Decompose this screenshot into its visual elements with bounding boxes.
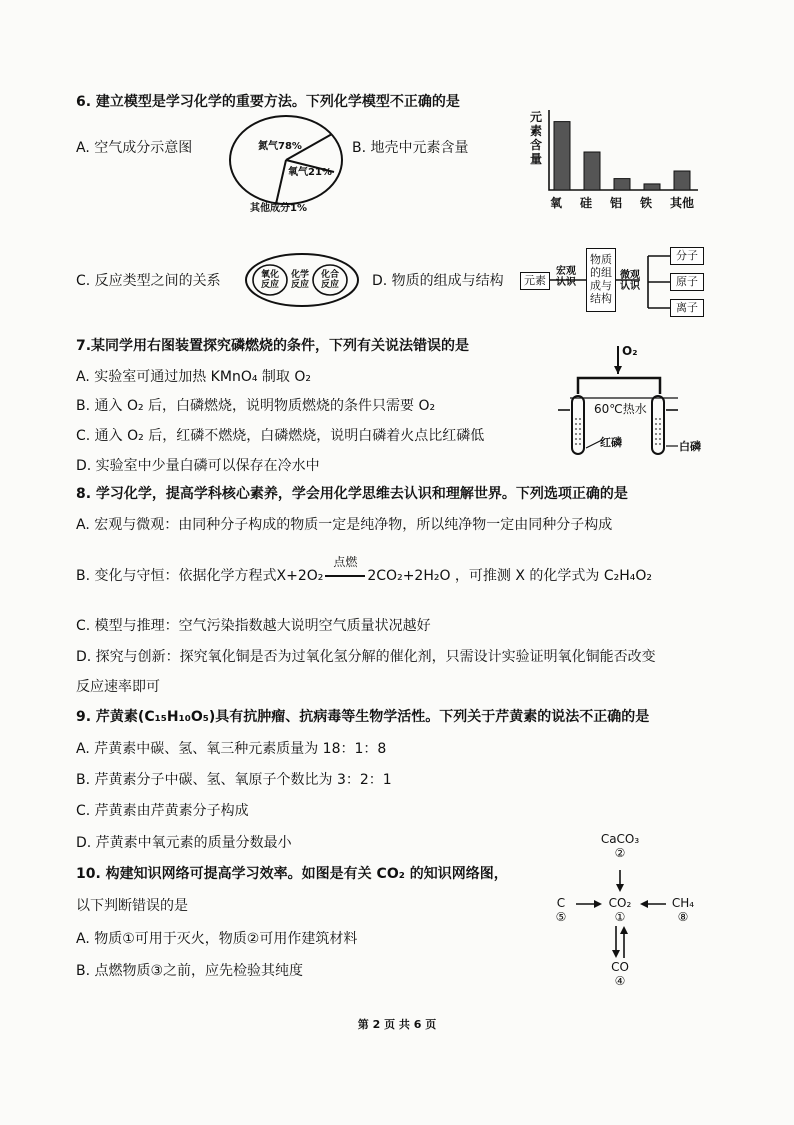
node-carbon: C ⑤ [555,896,567,924]
matter-box: 物质 的组 成与 结构 [586,248,616,312]
q6-option-d: D. 物质的组成与结构 [372,273,504,289]
bar-y-label-char: 元 [530,110,543,124]
q10-stem-line1: 10. 构建知识网络可提高学习效率。如图是有关 CO₂ 的知识网络图， [76,866,508,882]
q6-option-a: A. 空气成分示意图 [76,140,193,156]
macro-label: 宏观 认识 [556,266,576,288]
pie-label-nitrogen: 氮气78% [258,141,302,152]
q6-option-b: B. 地壳中元素含量 [352,140,469,156]
co2-knowledge-network [550,830,700,992]
q6-stem: 6. 建立模型是学习化学的重要方法。下列化学模型不正确的是 [76,94,460,110]
bar-x-label: 其他 [670,196,695,210]
venn-oxidation: 氧化 反应 [260,270,279,290]
q9-stem: 9. 芹黄素(C₁₅H₁₀O₅)具有抗肿瘤、抗病毒等生物学活性。下列关于芹黄素的说法不正确的是 [76,709,650,725]
node-co: CO ④ [611,960,629,988]
q7-stem: 7.某同学用右图装置探究磷燃烧的条件，下列有关说法错误的是 [76,338,470,354]
phosphorus-apparatus-figure [548,338,701,466]
venn-combination: 化合 反应 [320,270,339,290]
reaction-type-diagram [244,252,362,308]
white-phosphorus-label: 白磷 [679,440,701,453]
q9-option-b: B. 芹黄素分子中碳、氢、氧原子个数比为 3：2：1 [76,772,392,788]
air-composition-figure [228,114,348,214]
page-footer: 第 2 页 共 6 页 [357,1018,437,1031]
bar-x-label: 氧 [550,196,563,210]
red-phosphorus-label: 红磷 [600,436,622,449]
q7-option-b: B. 通入 O₂ 后，白磷燃烧，说明物质燃烧的条件只需要 O₂ [76,398,436,414]
q9-option-c: C. 芹黄素由芹黄素分子构成 [76,803,249,819]
bar-y-label-char: 素 [530,124,543,138]
atom-box: 原子 [670,273,704,291]
micro-label: 微观 认识 [620,270,640,292]
bar-1 [584,152,600,190]
bar-2 [614,179,630,190]
bar-0 [554,122,570,190]
node-caco3: CaCO₃ ② [600,832,640,860]
q8-option-d-line2: 反应速率即可 [76,679,160,695]
bar-plot [548,110,698,192]
bar-3 [644,184,660,190]
q7-option-c: C. 通入 O₂ 后，红磷不燃烧，白磷燃烧，说明白磷着火点比红磷低 [76,428,485,444]
o2-inlet-label: O₂ [622,344,638,358]
q8-option-d-line1: D. 探究与创新：探究氧化铜是否为过氧化氢分解的催化剂，只需设计实验证明氧化铜能否改变 [76,649,656,665]
q10-stem-line2: 以下判断错误的是 [76,898,188,914]
q7-option-a: A. 实验室可通过加热 KMnO₄ 制取 O₂ [76,369,311,385]
pie-label-oxygen: 氧气21% [288,167,332,178]
hot-water-label: 60℃热水 [594,402,647,416]
node-ch4: CH₄ ⑧ [671,896,695,924]
ion-box: 离子 [670,299,704,317]
q6-option-c: C. 反应类型之间的关系 [76,273,221,289]
bar-4 [674,171,690,190]
q9-option-a: A. 芹黄素中碳、氢、氧三种元素质量为 18：1：8 [76,741,387,757]
crust-element-bar-chart [530,110,700,210]
matter-structure-diagram [520,246,706,326]
bar-x-axis-labels [548,192,698,208]
q8-option-b: B. 变化与守恒：依据化学方程式X+2O₂ 点燃 2CO₂+2H₂O ，可推测 X 的化学式为 C₂H₄O₂ [76,555,653,584]
molecule-box: 分子 [670,247,704,265]
bar-x-label: 硅 [580,196,593,210]
q8-option-c: C. 模型与推理：空气污染指数越大说明空气质量状况越好 [76,618,431,634]
q7-option-d: D. 实验室中少量白磷可以保存在冷水中 [76,458,320,474]
q8-stem: 8. 学习化学，提高学科核心素养，学会用化学思维去认识和理解世界。下列选项正确的是 [76,486,628,502]
pie-label-other: 其他成分1% [250,203,307,214]
q10-option-b: B. 点燃物质③之前，应先检验其纯度 [76,963,304,979]
bar-x-label: 铁 [640,196,653,210]
q8-option-a: A. 宏观与微观：由同种分子构成的物质一定是纯净物，所以纯净物一定由同种分子构成 [76,517,613,533]
q9-option-d: D. 芹黄素中氧元素的质量分数最小 [76,835,292,851]
element-box: 元素 [520,272,550,290]
bar-y-axis-label [530,110,544,166]
reaction-condition: 点燃 [333,555,358,569]
q10-option-a: A. 物质①可用于灭火，物质②可用作建筑材料 [76,931,358,947]
node-co2: CO₂ ① [608,896,632,924]
bar-y-label-char: 量 [530,152,543,166]
bar-x-label: 铝 [610,196,623,210]
venn-chemical: 化学 反应 [290,270,309,290]
bar-y-label-char: 含 [530,138,543,152]
